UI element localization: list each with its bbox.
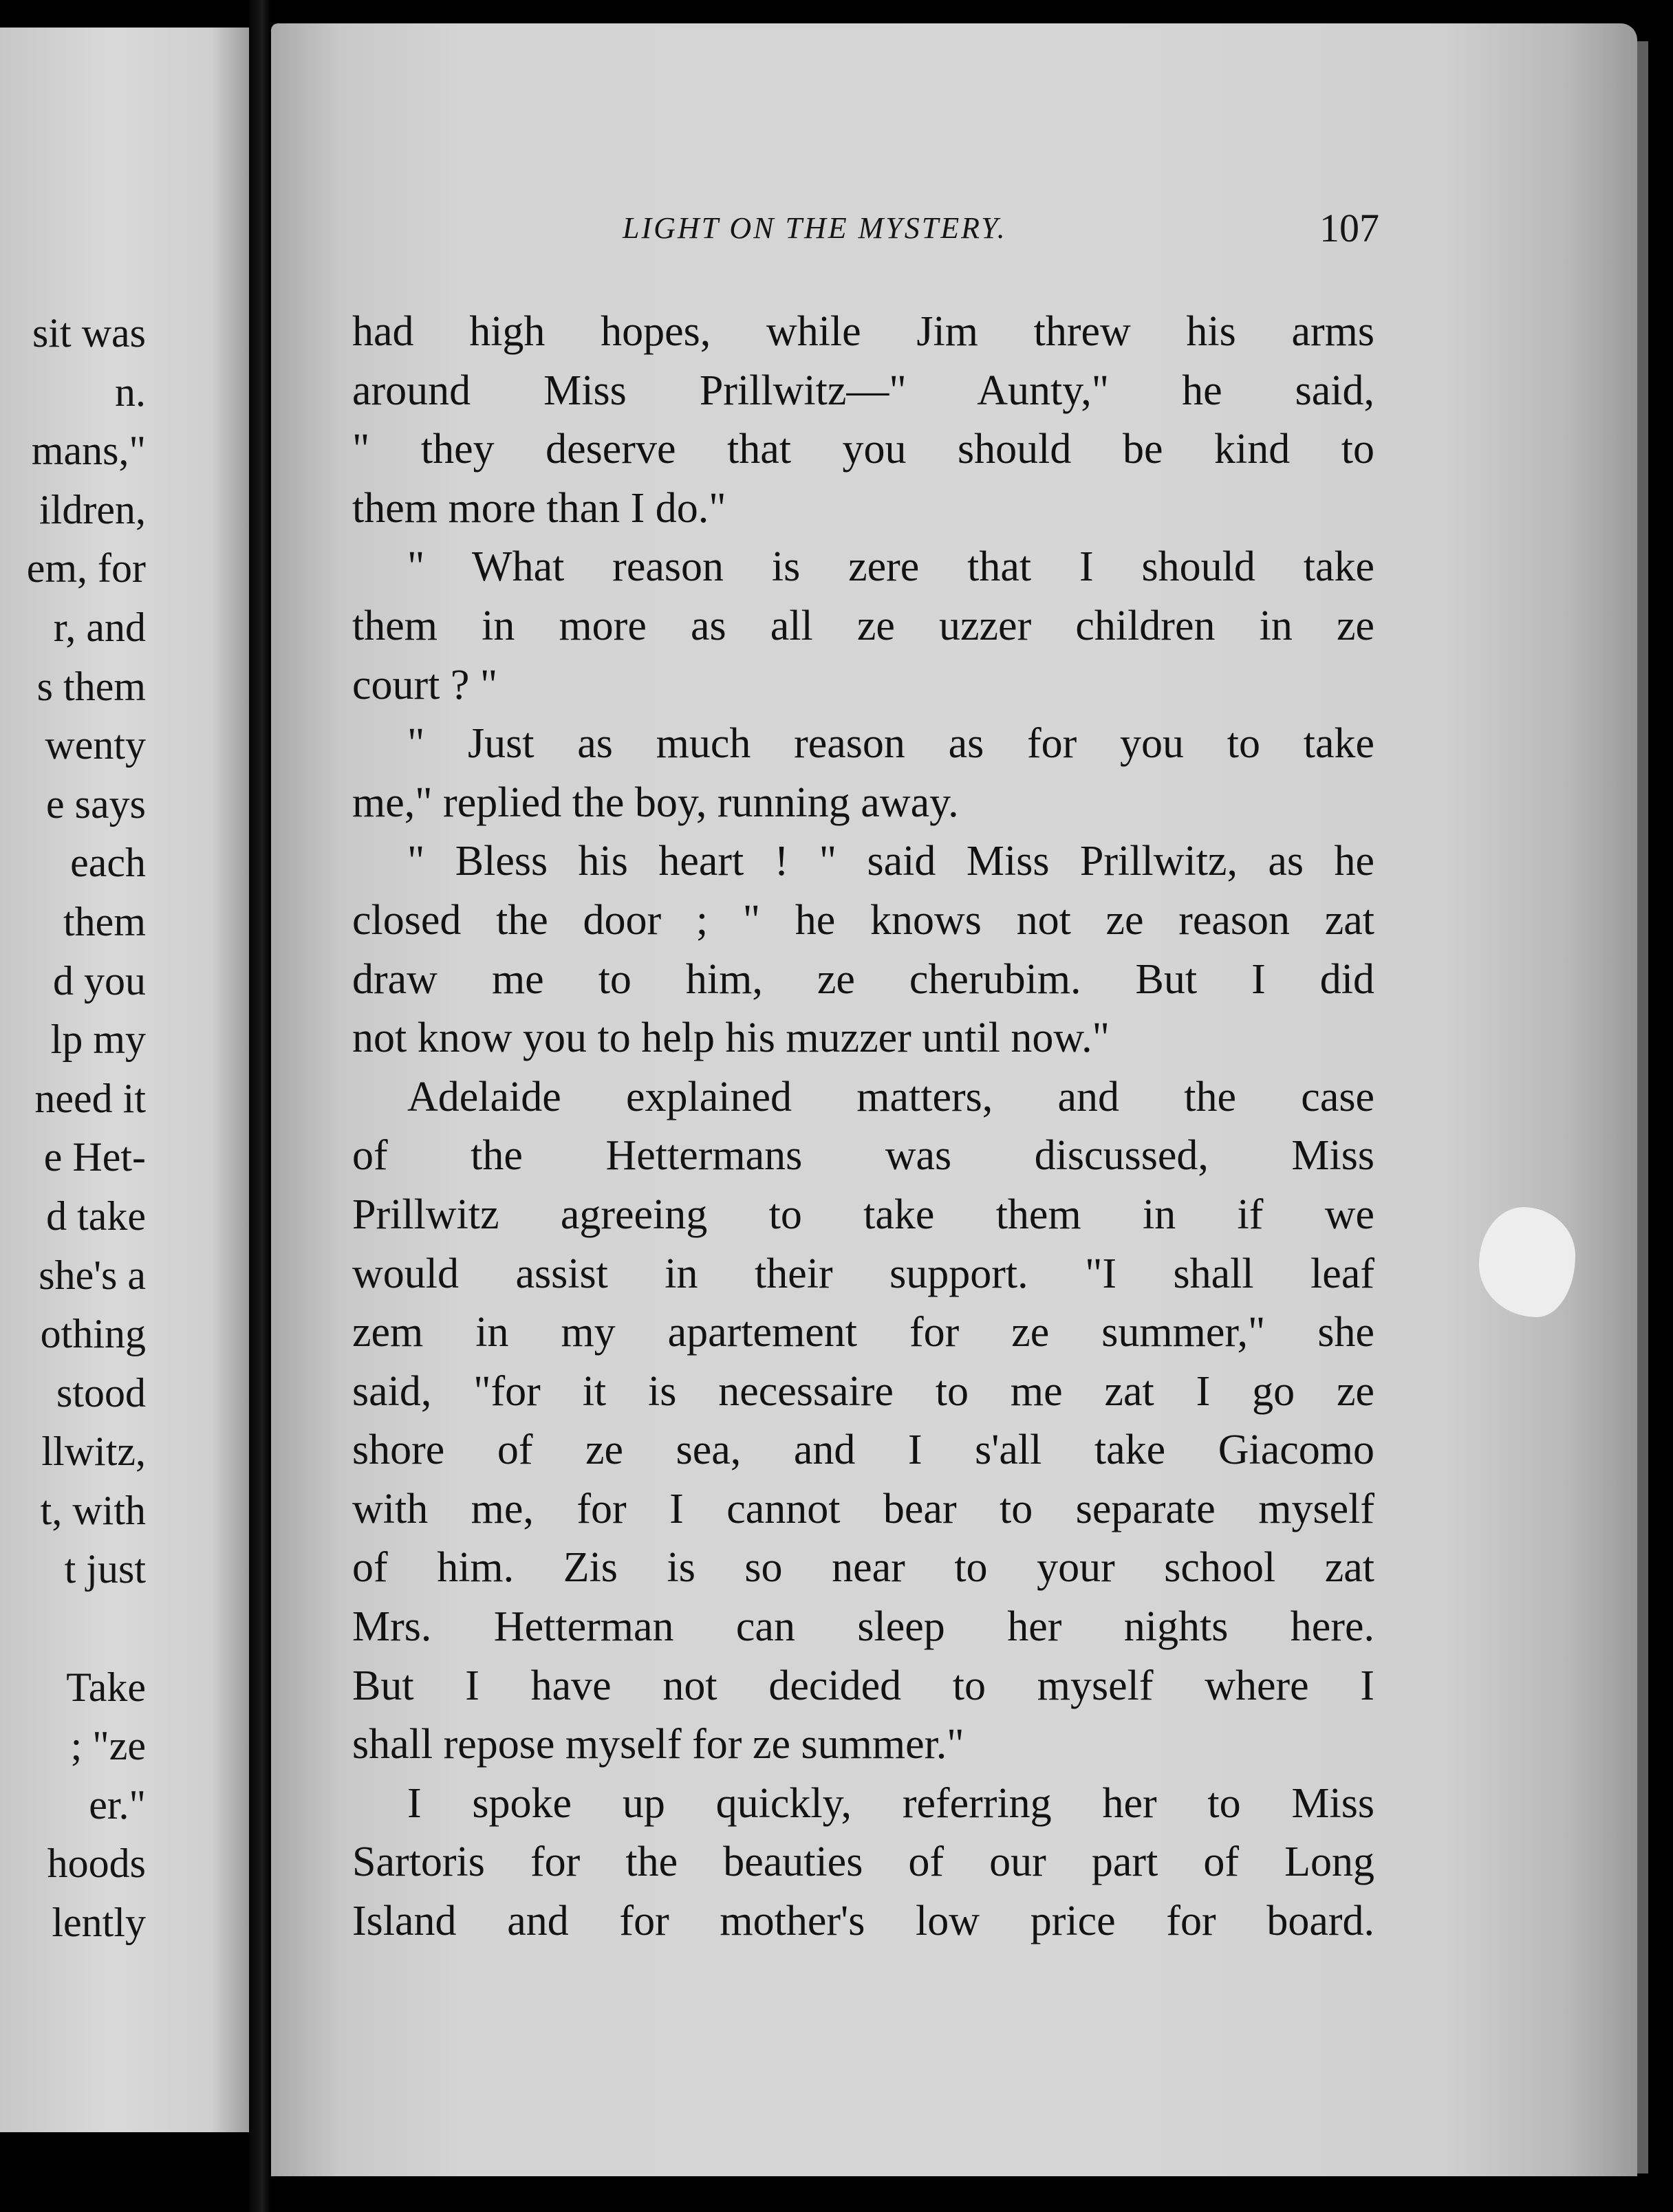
text-line: Mrs. Hetterman can sleep her nights here. xyxy=(352,1603,1374,1651)
book-spine xyxy=(249,0,271,2212)
page-body-text xyxy=(352,303,1374,1951)
running-head: LIGHT ON THE MYSTERY. xyxy=(623,211,1007,245)
text-line: said, "for it is necessaire to me zat I go ze xyxy=(352,1367,1374,1415)
previous-page-line: she's a xyxy=(39,1252,146,1298)
previous-page-line: d take xyxy=(46,1193,146,1239)
previous-page-line xyxy=(0,1599,146,1658)
previous-page-line: stood xyxy=(56,1369,146,1416)
page-edge xyxy=(1637,41,1648,2173)
previous-page-text xyxy=(0,304,146,1953)
previous-page-fragment xyxy=(0,28,253,2132)
previous-page-line: othing xyxy=(40,1311,146,1357)
text-line: I spoke up quickly, referring her to Miss xyxy=(407,1779,1374,1827)
previous-page-line: need it xyxy=(34,1075,146,1121)
text-line: had high hopes, while Jim threw his arms xyxy=(352,308,1374,355)
previous-page-line: r, and xyxy=(53,604,146,650)
previous-page-line: lp my xyxy=(50,1017,146,1063)
previous-page-line: wenty xyxy=(45,722,146,768)
text-line: But I have not decided to myself where I xyxy=(352,1662,1374,1709)
previous-page-line: them xyxy=(63,898,146,944)
previous-page-line: em, for xyxy=(26,545,146,592)
text-line: Island and for mother's low price for board. xyxy=(352,1898,1374,1945)
previous-page-line: ildren, xyxy=(39,486,146,532)
text-line: draw me to him, ze cherubim. But I did xyxy=(352,955,1374,1003)
previous-page-line: e says xyxy=(46,781,146,827)
text-line: with me, for I cannot bear to separate myself xyxy=(352,1485,1374,1532)
previous-page-line: er." xyxy=(89,1781,146,1828)
text-line: Prillwitz agreeing to take them in if we xyxy=(352,1191,1374,1238)
text-line: court ? " xyxy=(352,661,498,708)
text-line: them more than I do." xyxy=(352,484,726,532)
previous-page-line: sit was xyxy=(32,310,146,356)
previous-page-line: hoods xyxy=(47,1841,146,1887)
text-line: " they deserve that you should be kind to xyxy=(352,426,1374,473)
previous-page-line: d you xyxy=(53,957,146,1004)
previous-page-line: t, with xyxy=(40,1487,146,1533)
previous-page-line: ; "ze xyxy=(70,1723,146,1769)
text-line: me," replied the boy, running away. xyxy=(352,779,959,826)
text-line: of the Hettermans was discussed, Miss xyxy=(352,1132,1374,1180)
text-line: closed the door ; " he knows not ze reason zat xyxy=(352,896,1374,944)
text-line: zem in my apartement for ze summer," she xyxy=(352,1309,1374,1356)
previous-page-line: e Het- xyxy=(43,1134,146,1180)
text-line: " What reason is zere that I should take xyxy=(407,543,1374,591)
previous-page-line: s them xyxy=(36,663,146,709)
text-line: " Bless his heart ! " said Miss Prillwitz, as he xyxy=(407,838,1374,885)
page-number: 107 xyxy=(1319,206,1379,250)
previous-page-line: each xyxy=(70,840,146,886)
text-line: around Miss Prillwitz—" Aunty," he said, xyxy=(352,367,1374,414)
text-line: not know you to help his muzzer until now." xyxy=(352,1015,1110,1062)
previous-page-line: mans," xyxy=(31,428,146,474)
text-line: " Just as much reason as for you to take xyxy=(407,720,1374,768)
text-line: of him. Zis is so near to your school zat xyxy=(352,1544,1374,1592)
previous-page-line: Take xyxy=(66,1664,146,1710)
text-line: Sartoris for the beauties of our part of Long xyxy=(352,1839,1374,1886)
text-line: would assist in their support. "I shall leaf xyxy=(352,1250,1374,1297)
text-line: Adelaide explained matters, and the case xyxy=(407,1073,1374,1120)
previous-page-line: llwitz, xyxy=(41,1429,146,1475)
text-line: shore of ze sea, and I s'all take Giacomo xyxy=(352,1427,1374,1474)
previous-page-line: n. xyxy=(115,369,146,415)
text-line: shall repose myself for ze summer." xyxy=(352,1721,964,1768)
previous-page-line: lently xyxy=(52,1900,146,1946)
previous-page-line: t just xyxy=(64,1546,146,1592)
text-line: them in more as all ze uzzer children in ze xyxy=(352,602,1374,649)
